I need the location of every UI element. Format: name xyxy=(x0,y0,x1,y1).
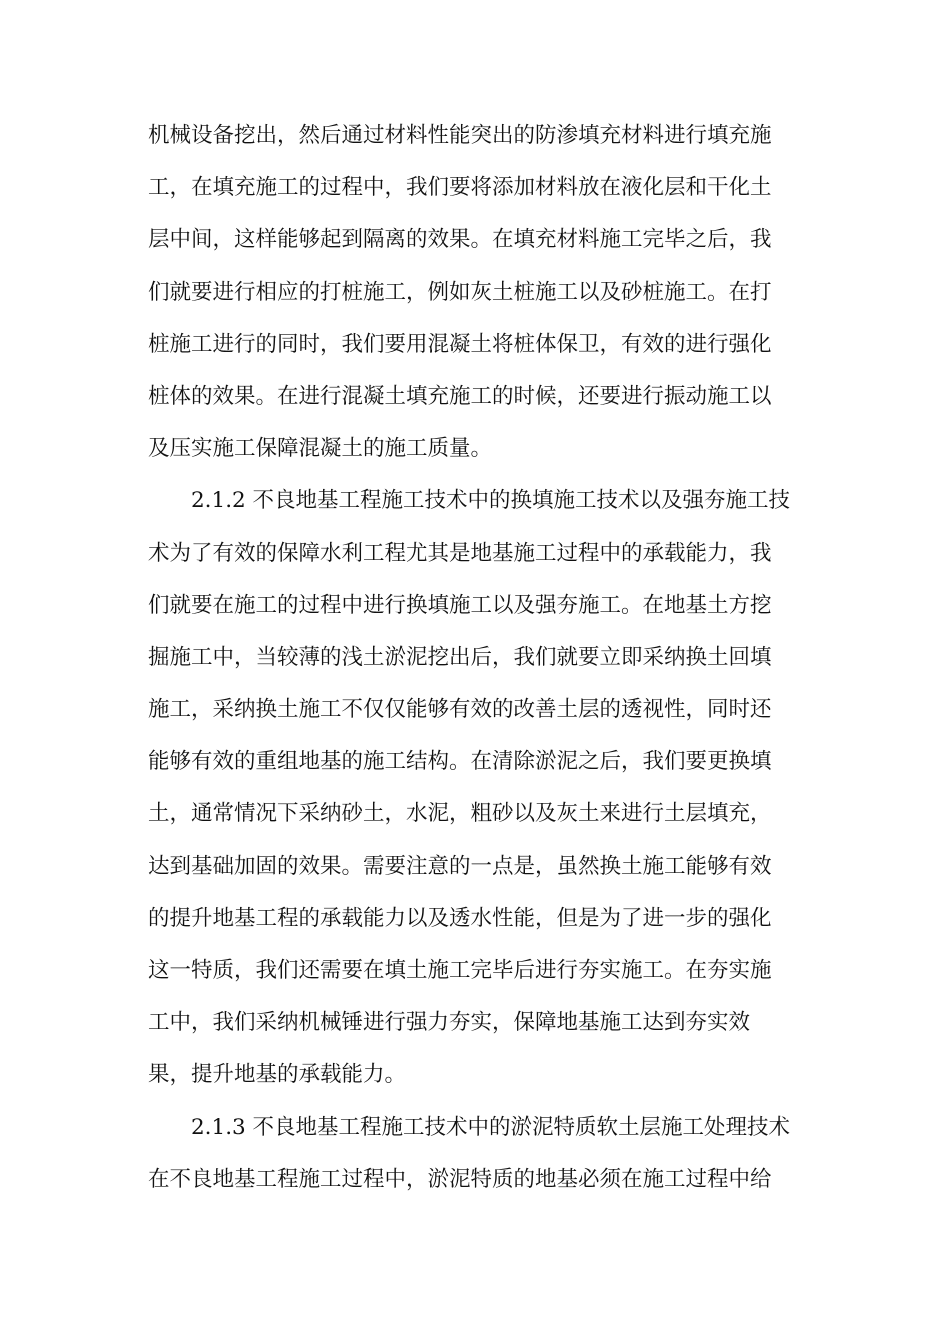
text-line: 的提升地基工程的承载能力以及透水性能，但是为了进一步的强化 xyxy=(148,905,772,931)
text-line: 及压实施工保障混凝土的施工质量。 xyxy=(148,436,493,462)
text-line: 施工，采纳换土施工不仅仅能够有效的改善土层的透视性，同时还 xyxy=(148,697,772,723)
text-line: 桩施工进行的同时，我们要用混凝土将桩体保卫，有效的进行强化 xyxy=(148,331,772,357)
text-line: 果，提升地基的承载能力。 xyxy=(148,1062,407,1088)
text-line: 在不良地基工程施工过程中，淤泥特质的地基必须在施工过程中给 xyxy=(148,1166,772,1192)
text-line: 达到基础加固的效果。需要注意的一点是，虽然换土施工能够有效 xyxy=(148,853,772,879)
section-heading-2-1-3: 2.1.3 不良地基工程施工技术中的淤泥特质软土层施工处理技术 xyxy=(191,1114,791,1140)
text-line: 能够有效的重组地基的施工结构。在清除淤泥之后，我们要更换填 xyxy=(148,749,772,775)
body-text xyxy=(148,110,808,1206)
text-line: 术为了有效的保障水利工程尤其是地基施工过程中的承载能力，我 xyxy=(148,540,772,566)
text-line: 土，通常情况下采纳砂土，水泥，粗砂以及灰土来进行土层填充， xyxy=(148,801,772,827)
text-line: 们就要在施工的过程中进行换填施工以及强夯施工。在地基土方挖 xyxy=(148,592,772,618)
text-line: 工，在填充施工的过程中，我们要将添加材料放在液化层和干化土 xyxy=(148,175,772,201)
text-line: 掘施工中，当较薄的浅土淤泥挖出后，我们就要立即采纳换土回填 xyxy=(148,644,772,670)
text-line: 们就要进行相应的打桩施工，例如灰土桩施工以及砂桩施工。在打 xyxy=(148,279,772,305)
section-heading-2-1-2: 2.1.2 不良地基工程施工技术中的换填施工技术以及强夯施工技 xyxy=(191,488,791,514)
text-line: 机械设备挖出，然后通过材料性能突出的防渗填充材料进行填充施 xyxy=(148,123,772,148)
text-line: 层中间，这样能够起到隔离的效果。在填充材料施工完毕之后，我 xyxy=(148,227,772,253)
text-line: 这一特质，我们还需要在填土施工完毕后进行夯实施工。在夯实施 xyxy=(148,958,772,983)
text-line: 工中，我们采纳机械锤进行强力夯实，保障地基施工达到夯实效 xyxy=(148,1010,751,1036)
text-line: 桩体的效果。在进行混凝土填充施工的时候，还要进行振动施工以 xyxy=(148,383,772,409)
